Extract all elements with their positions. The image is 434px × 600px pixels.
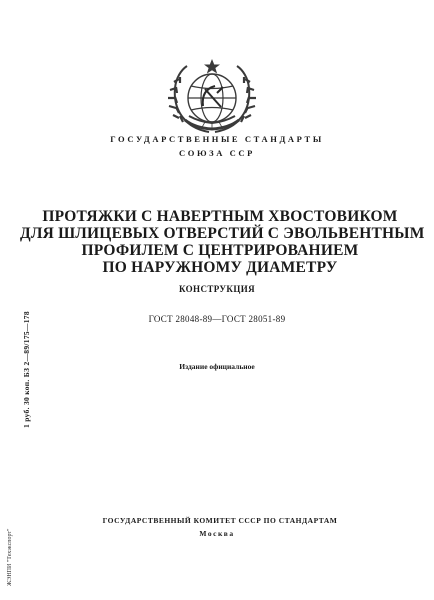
title-line: ПО НАРУЖНОМУ ДИАМЕТРУ [102, 259, 338, 276]
document-subtitle: КОНСТРУКЦИЯ [178, 284, 256, 294]
title-line: ДЛЯ ШЛИЦЕВЫХ ОТВЕРСТИЙ С ЭВОЛЬВЕНТНЫМ [20, 225, 425, 242]
publisher-city: Москва [199, 529, 235, 538]
title-line: ПРОТЯЖКИ С НАВЕРТНЫМ ХВОСТОВИКОМ [42, 208, 398, 225]
publisher-organization: ГОСУДАРСТВЕННЫЙ КОМИТЕТ СССР ПО СТАНДАРТАМ [102, 516, 338, 525]
header-line-1: ГОСУДАРСТВЕННЫЕ СТАНДАРТЫ [110, 134, 324, 144]
header-line-2: СОЮЗА ССР [179, 148, 255, 158]
side-price-text: 1 руб. 30 коп. БЗ 2—89/175—178 [22, 311, 31, 428]
side-stamp-text: ЖЭНПИ "Техэкспорт" [7, 528, 13, 586]
side-stamp [7, 528, 13, 592]
side-price-note [22, 311, 31, 436]
title-line: ПРОФИЛЕМ С ЦЕНТРИРОВАНИЕМ [81, 242, 359, 259]
edition-label: Издание официальное [179, 362, 255, 371]
standard-numbers: ГОСТ 28048-89—ГОСТ 28051-89 [148, 314, 286, 324]
document-title [20, 208, 425, 276]
ussr-coat-of-arms-icon [165, 58, 259, 136]
